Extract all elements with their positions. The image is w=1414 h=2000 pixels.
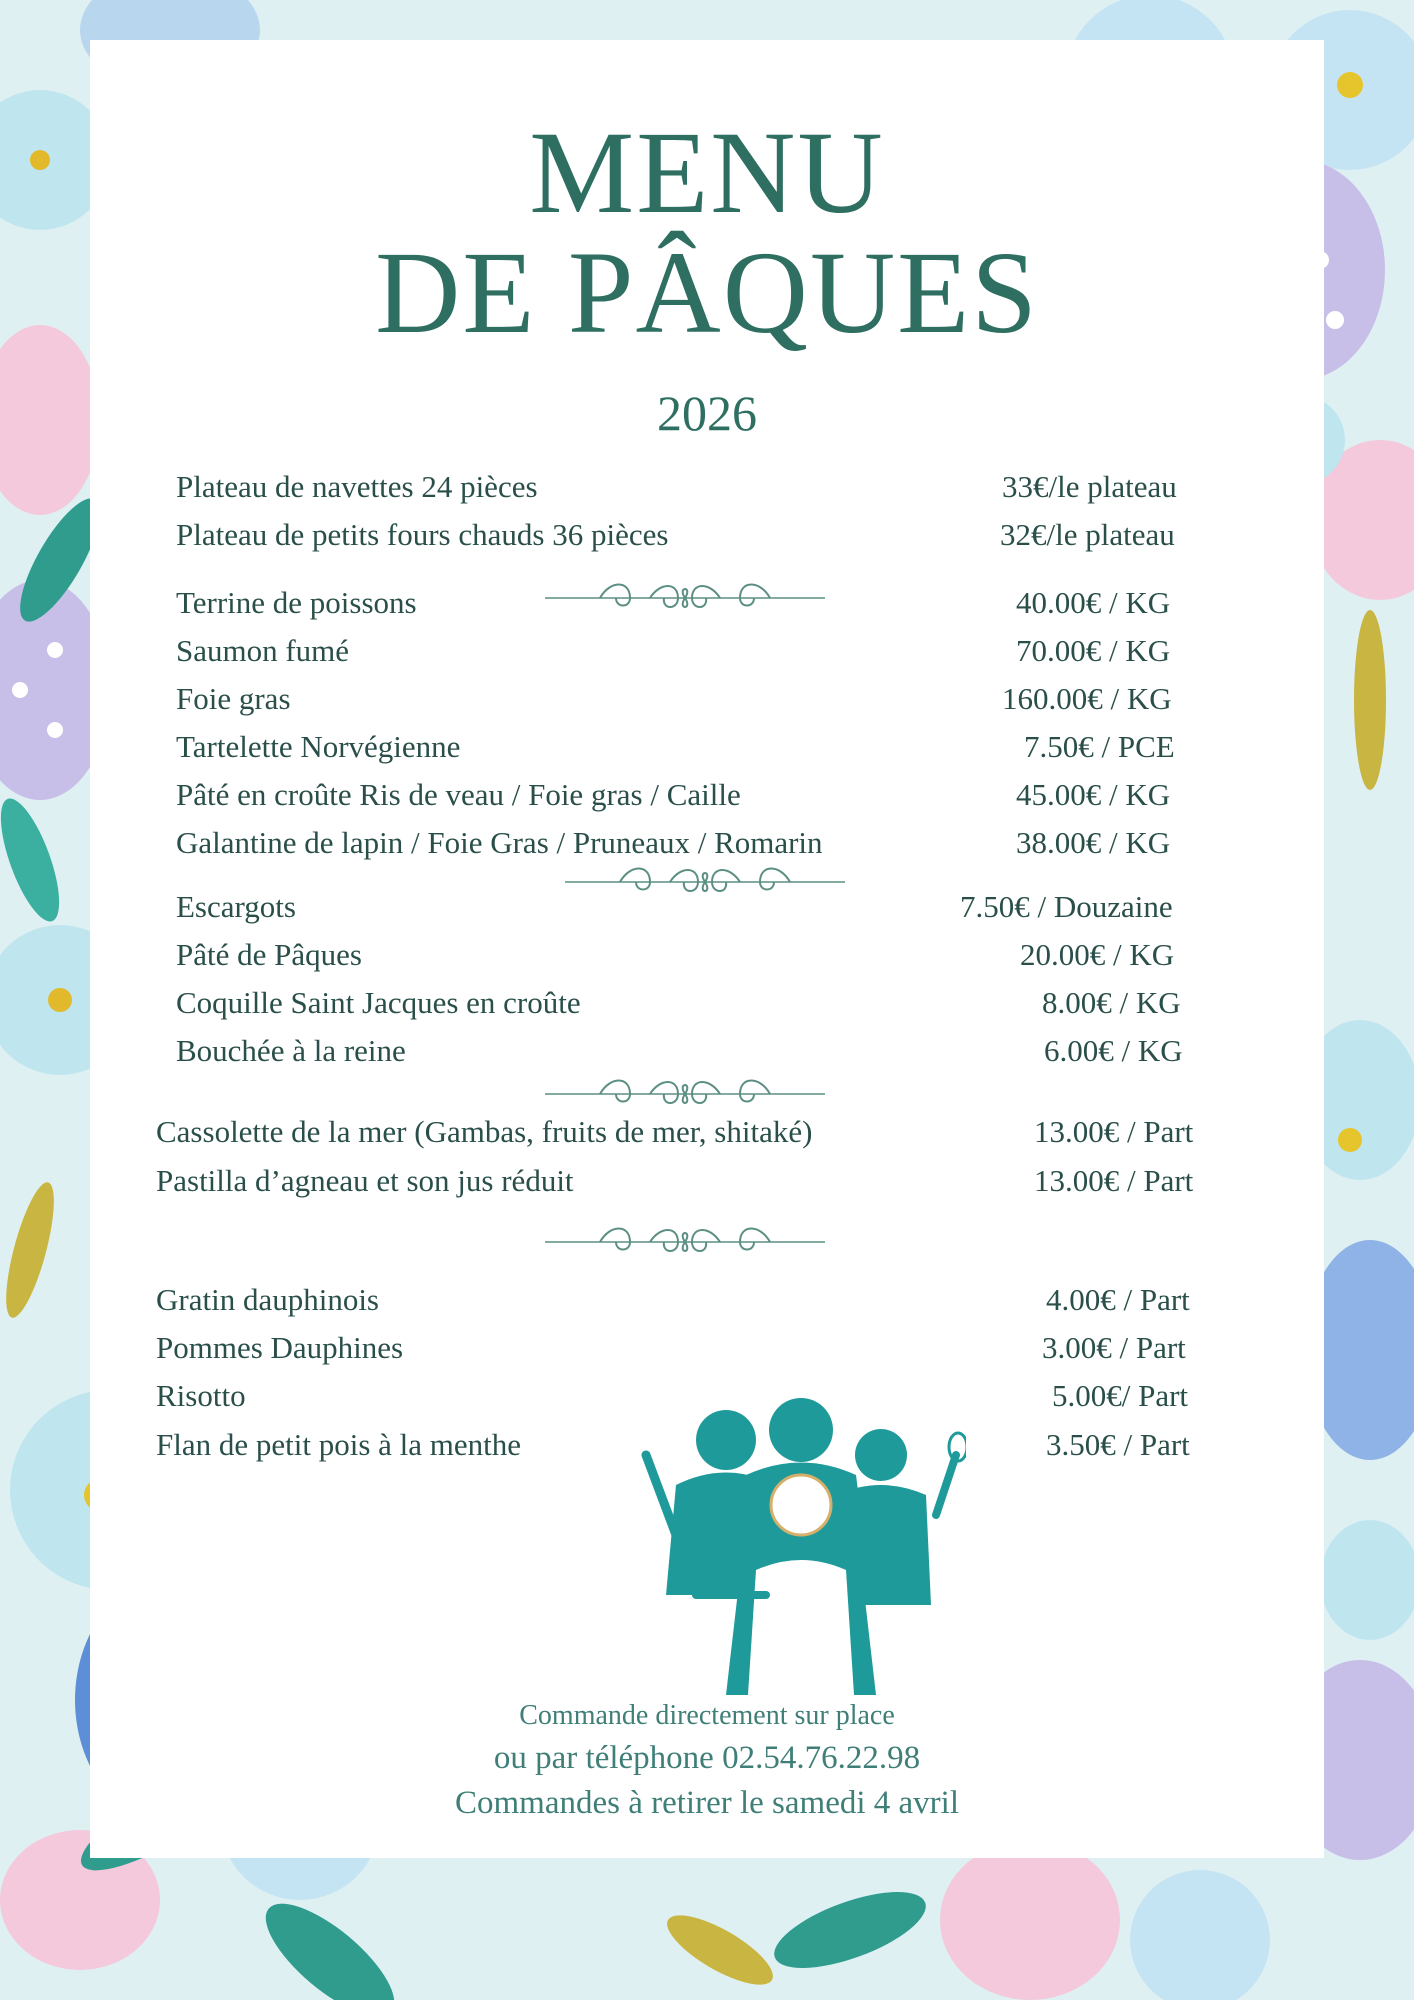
- item-price: 13.00€ / Part: [1034, 1114, 1194, 1149]
- menu-title-line1: MENU: [529, 107, 885, 238]
- item-name: Flan de petit pois à la menthe: [156, 1427, 522, 1462]
- item-price: 45.00€ / KG: [1016, 777, 1171, 812]
- footer-phone: ou par téléphone 02.54.76.22.98: [493, 1740, 921, 1776]
- swirl-divider-icon: [540, 1074, 830, 1114]
- item-name: Pastilla d’agneau et son jus réduit: [156, 1163, 574, 1198]
- item-name: Saumon fumé: [176, 633, 350, 668]
- item-price: 6.00€ / KG: [1044, 1033, 1183, 1068]
- item-name: Pommes Dauphines: [156, 1330, 404, 1365]
- chefs-silhouette-logo: [636, 1395, 966, 1695]
- item-price: 40.00€ / KG: [1016, 585, 1171, 620]
- item-name: Plateau de petits fours chauds 36 pièces: [176, 517, 669, 552]
- item-name: Foie gras: [176, 681, 291, 716]
- item-price: 3.00€ / Part: [1042, 1330, 1186, 1365]
- item-price: 32€/le plateau: [1000, 517, 1175, 552]
- item-name: Terrine de poissons: [176, 585, 417, 620]
- item-price: 3.50€ / Part: [1046, 1427, 1190, 1462]
- item-price: 7.50€ / Douzaine: [960, 889, 1173, 924]
- item-name: Plateau de navettes 24 pièces: [176, 469, 538, 504]
- item-name: Pâté en croûte Ris de veau / Foie gras / Caille: [176, 777, 741, 812]
- item-price: 8.00€ / KG: [1042, 985, 1181, 1020]
- item-price: 160.00€ / KG: [1002, 681, 1172, 716]
- menu-year: 2026: [657, 385, 757, 441]
- item-price: 20.00€ / KG: [1020, 937, 1175, 972]
- menu-title-line2: DE PÂQUES: [375, 227, 1039, 358]
- item-name: Bouchée à la reine: [176, 1033, 406, 1068]
- item-price: 13.00€ / Part: [1034, 1163, 1194, 1198]
- footer-line1: Commande directement sur place: [519, 1700, 895, 1731]
- item-name: Tartelette Norvégienne: [176, 729, 461, 764]
- item-name: Risotto: [156, 1378, 246, 1413]
- footer-pickup: Commandes à retirer le samedi 4 avril: [455, 1785, 959, 1821]
- item-name: Coquille Saint Jacques en croûte: [176, 985, 581, 1020]
- item-price: 7.50€ / PCE: [1024, 729, 1175, 764]
- item-name: Escargots: [176, 889, 296, 924]
- item-price: 5.00€/ Part: [1052, 1378, 1189, 1413]
- item-price: 4.00€ / Part: [1046, 1282, 1190, 1317]
- item-name: Pâté de Pâques: [176, 937, 362, 972]
- swirl-divider-icon: [540, 1222, 830, 1262]
- swirl-divider-icon: [560, 862, 850, 902]
- item-price: 70.00€ / KG: [1016, 633, 1171, 668]
- item-name: Gratin dauphinois: [156, 1282, 379, 1317]
- item-name: Galantine de lapin / Foie Gras / Pruneaux / Romarin: [176, 825, 823, 860]
- swirl-divider-icon: [540, 578, 830, 618]
- item-name: Cassolette de la mer (Gambas, fruits de mer, shitaké): [156, 1114, 813, 1149]
- item-price: 33€/le plateau: [1002, 469, 1177, 504]
- item-price: 38.00€ / KG: [1016, 825, 1171, 860]
